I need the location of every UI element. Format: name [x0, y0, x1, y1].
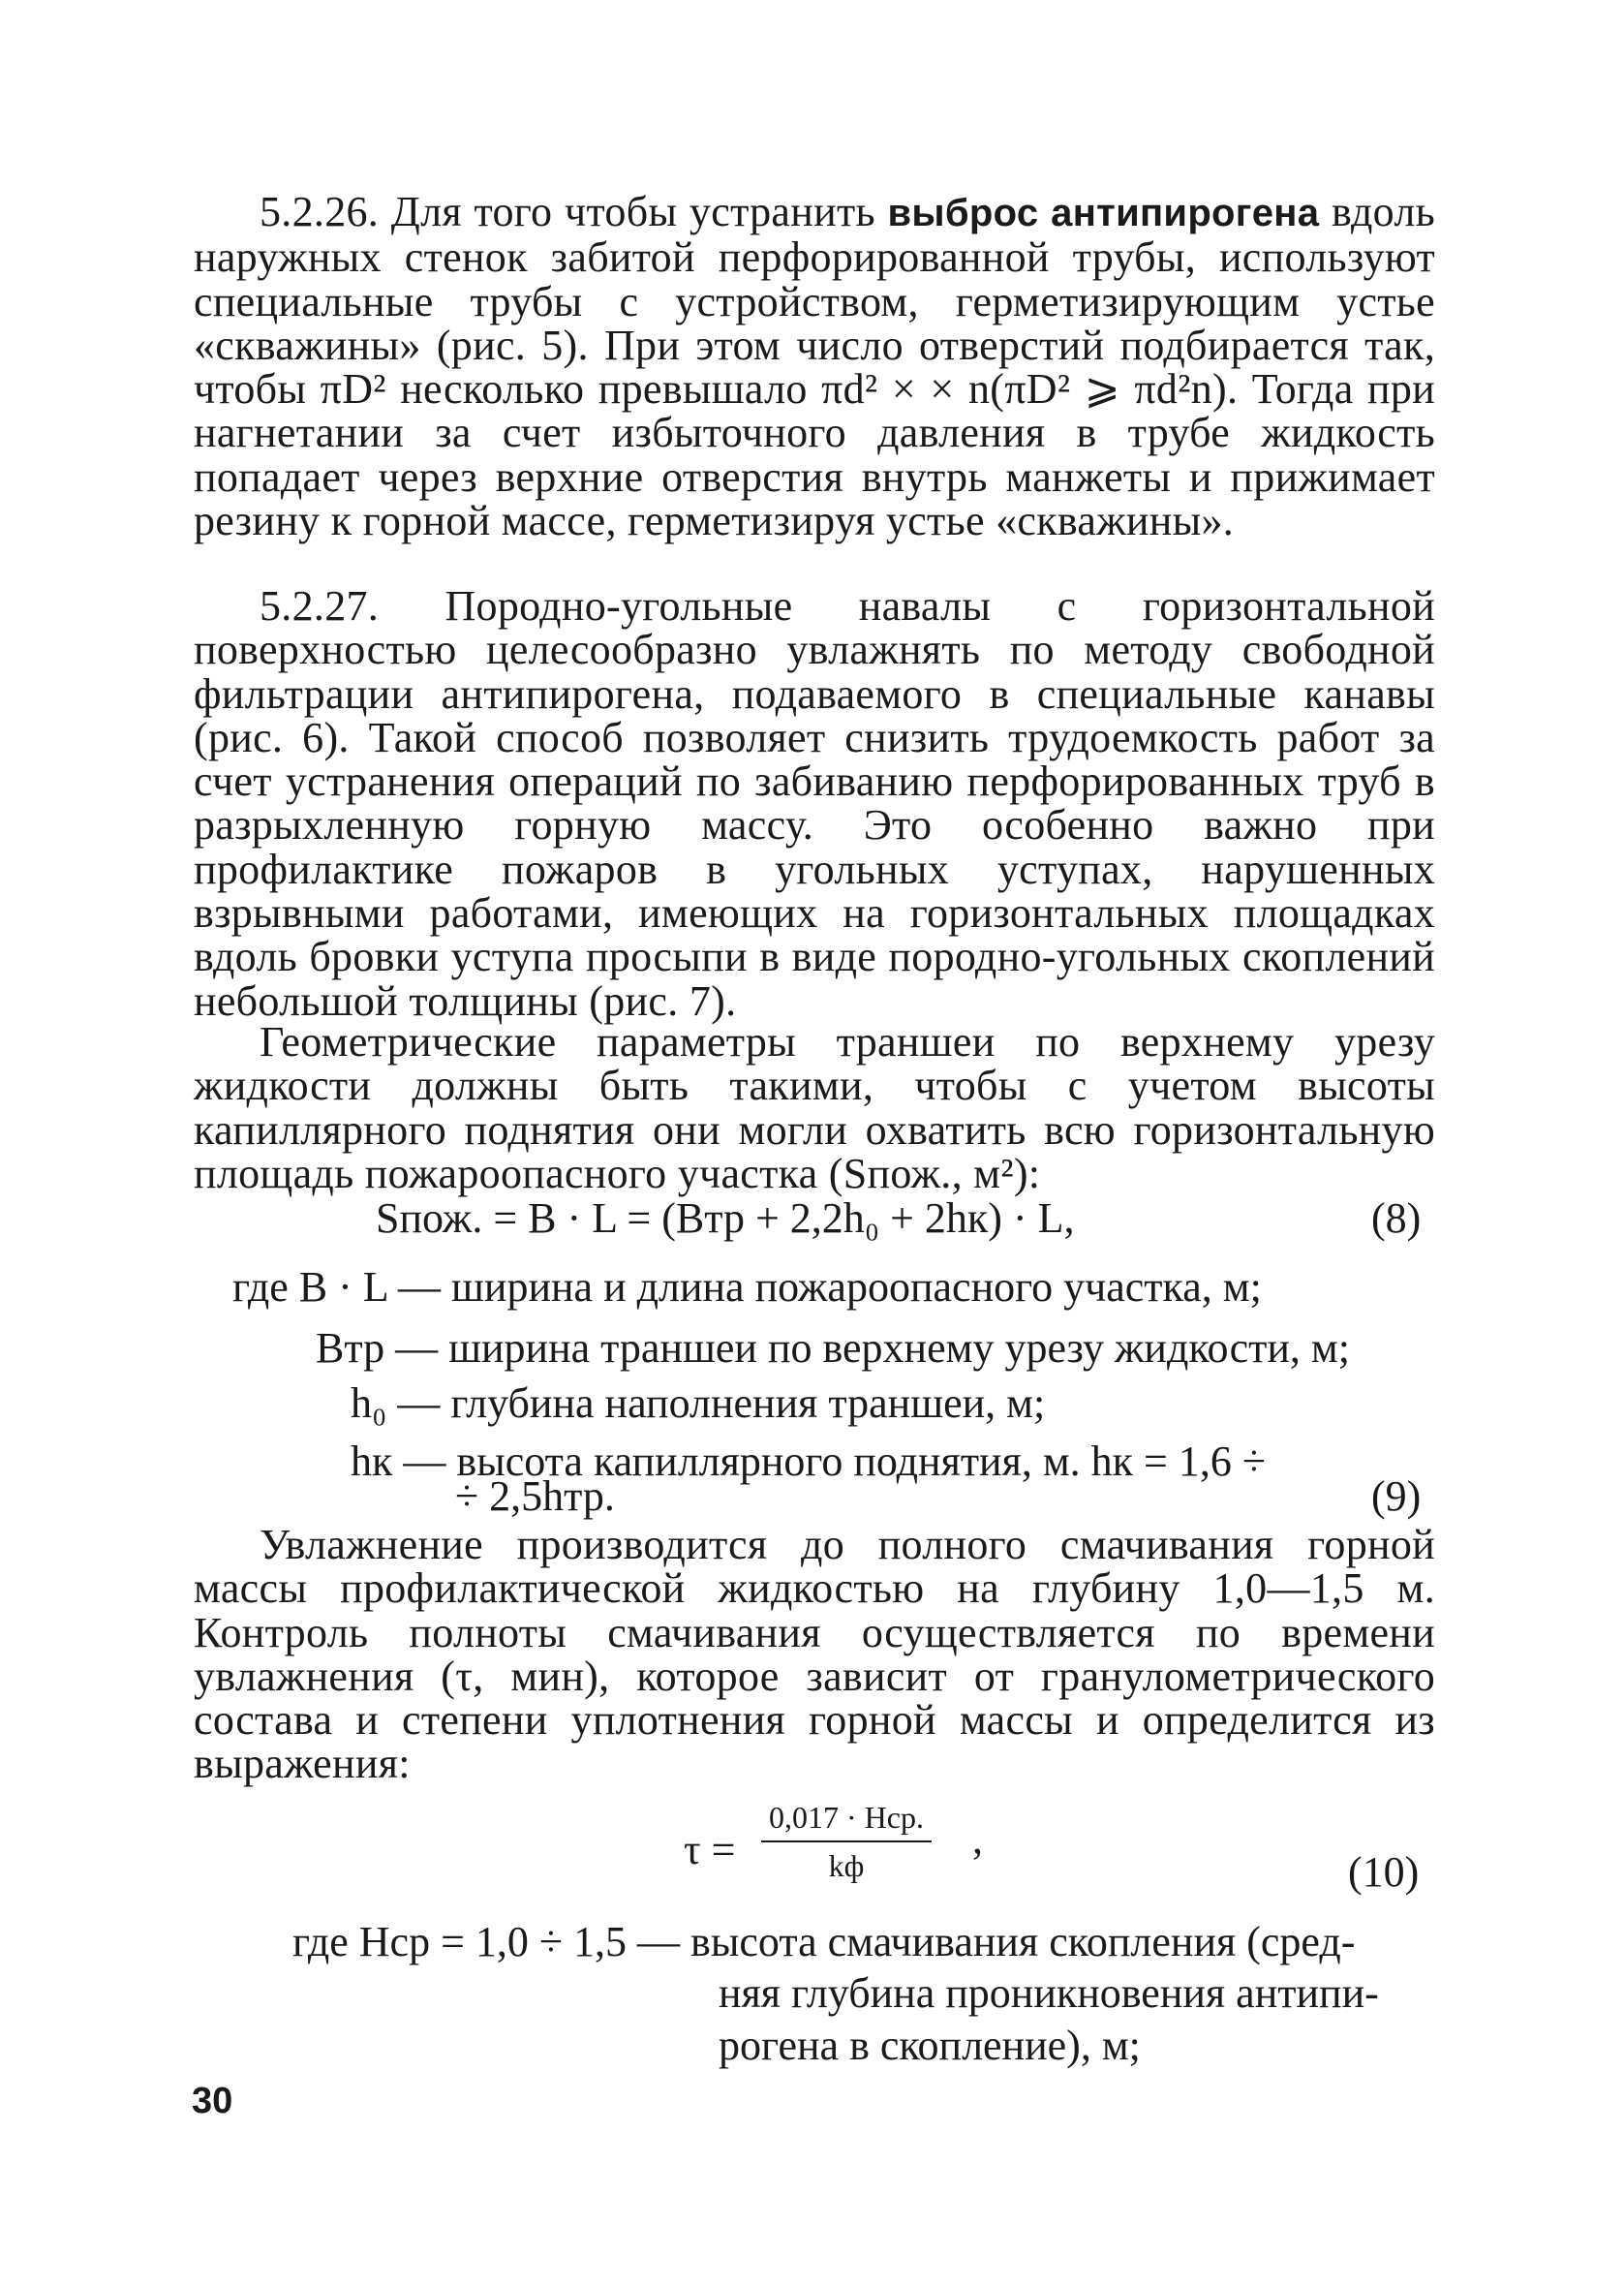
- equation-number-8: (8): [1371, 1194, 1422, 1242]
- paragraph-5-2-27: [194, 584, 1435, 1023]
- where-line-2: Bтр — ширина траншеи по верхнему урезу жидкости, м;: [316, 1324, 1350, 1372]
- paragraph-geometric-parameters: [194, 1020, 1435, 1195]
- paragraph-moistening-text: Увлажнение производится до полного смачивания горной массы профилактической жидкостью на глубину 1,0—1,5 м. Контроль полноты смачивания осуществляется по времени увлажнения (τ, мин), которое зависит от гранулометрического состава и степени уплотнения горной массы и определится из выражения:: [194, 1521, 1435, 1788]
- paragraph-5-2-26-intro: 5.2.26. Для того чтобы устранить: [260, 188, 875, 235]
- paragraph-5-2-27-text: 5.2.27. Породно-угольные навалы с горизонтальной поверхностью целесообразно увлажнять по методу свободной фильтрации антипирогена, подаваемого в специальные канавы (рис. 6). Такой способ позволяет снизить трудоемкость работ за счет устранения операций по забиванию перфорированных труб в разрыхленную горную массу. Это особенно важно при профилактике пожаров в угольных уступах, нарушенных взрывными работами, имеющих на горизонтальных площадках вдоль бровки уступа просыпи в виде породно-угольных скоплений небольшой толщины (рис. 7).: [194, 582, 1435, 1025]
- where-line-1: где B · L — ширина и длина пожароопасного участка, м;: [232, 1263, 1262, 1311]
- where-line-4: hк — высота капиллярного поднятия, м. hк = 1,6 ÷: [351, 1438, 1267, 1485]
- equation-number-9: (9): [1371, 1472, 1422, 1520]
- formula-10-fraction: [761, 1798, 932, 1885]
- page-number: 30: [192, 2081, 233, 2121]
- paragraph-moistening: [194, 1523, 1435, 1786]
- where10-line-1: где Hср = 1,0 ÷ 1,5 — высота смачивания скопления (сред-: [292, 1918, 1356, 1965]
- fraction-bar: [761, 1840, 932, 1842]
- bold-phrase: выброс антипирогена: [887, 192, 1320, 234]
- paragraph-5-2-26: [194, 188, 1435, 545]
- formula-8: Sпож. = B · L = (Bтр + 2,2h₀ + 2hк) · L,: [376, 1194, 1075, 1242]
- equation-number-10: (10): [1348, 1848, 1420, 1896]
- formula-10-lhs: τ =: [684, 1826, 736, 1873]
- where10-line-3: рогена в скопление), м;: [719, 2022, 1141, 2069]
- paragraph-geometric-parameters-text: Геометрические параметры траншеи по верхнему урезу жидкости должны быть такими, чтобы с учетом высоты капиллярного поднятия они могли охватить всю горизонтальную площадь пожароопасного участка (Sпож., м²):: [194, 1018, 1435, 1197]
- formula-10-denominator: kф: [828, 1848, 865, 1883]
- where-line-3: h₀ — глубина наполнения траншеи, м;: [351, 1379, 1046, 1427]
- formula-10-numerator: 0,017 · Hср.: [769, 1800, 924, 1835]
- paragraph-5-2-26-text: вдоль наружных стенок забитой перфорированной трубы, используют специальные трубы с устройством, герметизирующим устье «скважины» (рис. 5). При этом число отверстий подбирается так, чтобы πD² несколько превышало πd² × × n(πD² ⩾ πd²n). Тогда при нагнетании за счет избыточного давления в трубе жидкость попадает через верхние отверстия внутрь манжеты и прижимает резину к горной массе, герметизируя устье «скважины».: [194, 188, 1435, 545]
- formula-10-comma: ,: [972, 1815, 983, 1863]
- where10-line-2: няя глубина проникновения антипи-: [719, 1969, 1379, 2017]
- where-line-5: ÷ 2,5hтр.: [455, 1472, 615, 1520]
